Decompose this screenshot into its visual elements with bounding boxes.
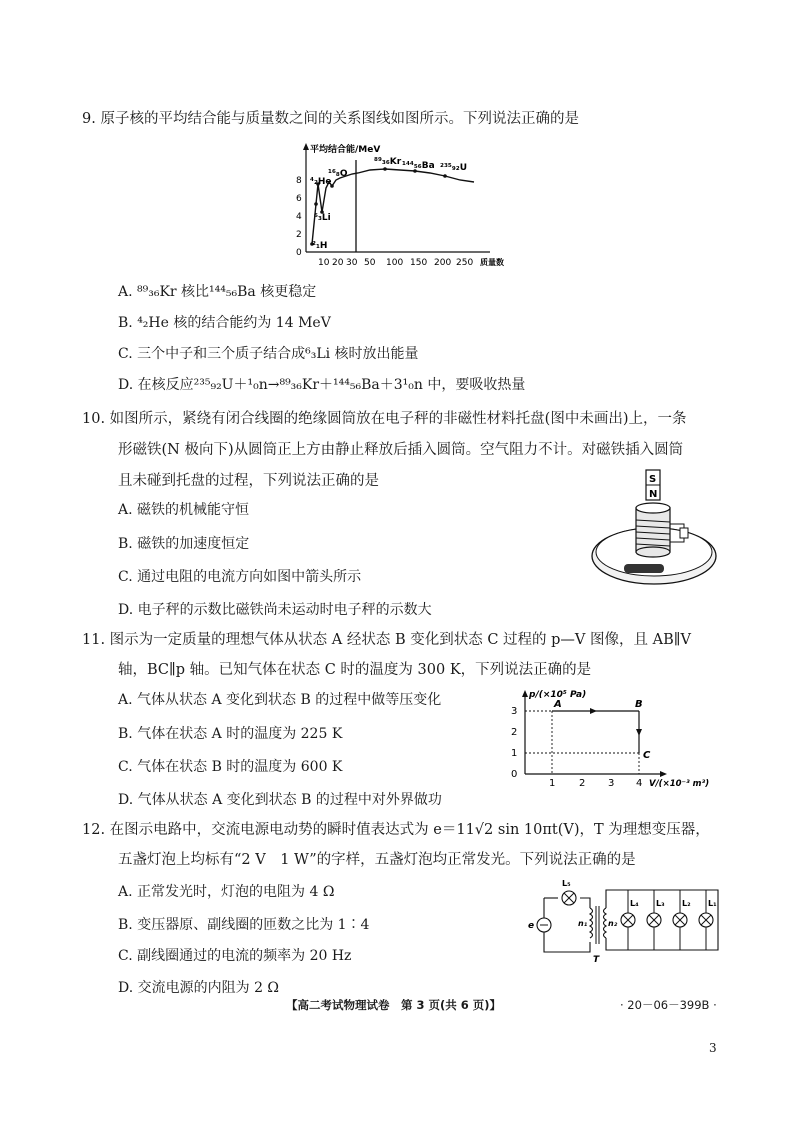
q12-lamp-l2: L₂ (682, 899, 691, 908)
q11-xtick: 4 (636, 778, 643, 789)
q11-xtick: 3 (608, 778, 615, 789)
q9-ytick: 2 (296, 230, 302, 240)
q12-circuit (522, 872, 724, 968)
q9-option-b: B. ⁴₂He 核的结合能约为 14 MeV (118, 315, 331, 331)
q11-stem-line-1: 11. 图示为一定质量的理想气体从状态 A 经状态 B 变化到状态 C 过程的 p—V 图像，且 AB∥V (82, 632, 691, 648)
q11-pv-chart (505, 686, 727, 789)
q9-label-u: ²³⁵₉₂U (440, 163, 468, 173)
footer-page-info: 【高二考试物理试卷 第 3 页(共 6 页)】 (286, 998, 502, 1012)
q11-xlabel: V/(×10⁻³ m³) (649, 779, 710, 789)
q12-option-c: C. 副线圈通过的电流的频率为 20 Hz (118, 948, 352, 964)
q9-ytick: 0 (296, 248, 302, 258)
q9-curve (312, 169, 474, 244)
q11-point-c: C (643, 750, 651, 761)
q12-lamp-l5: L₅ (562, 879, 571, 888)
page-number: 3 (709, 1041, 717, 1055)
footer-code: · 20－06－399B · (620, 998, 717, 1012)
q12-lamp-l1: L₁ (708, 899, 717, 908)
q9-xtick: 20 (332, 258, 344, 268)
q9-ylabel: 平均结合能/MeV (310, 145, 381, 155)
q12-source-e: e (528, 921, 535, 931)
q11-option-b: B. 气体在状态 A 时的温度为 225 K (118, 726, 343, 742)
q10-option-b: B. 磁铁的加速度恒定 (118, 536, 250, 552)
q12-lamp-l4: L₄ (630, 899, 639, 908)
q10-stem-line-3: 且未碰到托盘的过程，下列说法正确的是 (118, 473, 379, 489)
q10-stem-line-1: 10. 如图所示，紧绕有闭合线圈的绝缘圆筒放在电子秤的非磁性材料托盘(图中未画出)上，一条 (82, 411, 687, 427)
q12-n2: n₂ (608, 919, 618, 928)
q12-lamp-l3: L₃ (656, 899, 665, 908)
q11-xtick: 2 (579, 778, 586, 789)
q9-binding-energy-chart (290, 140, 504, 270)
q9-xlabel: 质量数 (480, 258, 504, 267)
q12-option-a: A. 正常发光时，灯泡的电阻为 4 Ω (118, 884, 335, 900)
q10-magnet-s: S (649, 474, 657, 485)
q9-label-o: ¹⁶₈O (328, 169, 348, 179)
q12-option-d: D. 交流电源的内阻为 2 Ω (118, 980, 280, 996)
q11-point-b: B (635, 699, 643, 710)
q10-option-a: A. 磁铁的机械能守恒 (118, 502, 250, 518)
q11-stem-line-2: 轴，BC∥p 轴。已知气体在状态 C 时的温度为 300 K，下列说法正确的是 (118, 662, 592, 678)
q11-ytick: 3 (511, 706, 518, 717)
q11-ytick: 2 (511, 727, 518, 738)
q9-xtick: 250 (456, 258, 474, 268)
q9-option-d: D. 在核反应²³⁵₉₂U＋¹₀n→⁸⁹₃₆Kr＋¹⁴⁴₅₆Ba＋3¹₀n 中，要吸收热量 (118, 377, 526, 393)
q12-stem-line-2: 五盏灯泡上均标有“2 V 1 W”的字样，五盏灯泡均正常发光。下列说法正确的是 (118, 852, 636, 868)
q12-n1: n₁ (578, 919, 588, 928)
q10-option-c: C. 通过电阻的电流方向如图中箭头所示 (118, 569, 362, 585)
q9-xtick: 150 (410, 258, 428, 268)
q9-option-c: C. 三个中子和三个质子结合成⁶₃Li 核时放出能量 (118, 346, 419, 362)
q9-ytick: 4 (296, 212, 302, 222)
q11-option-c: C. 气体在状态 B 时的温度为 600 K (118, 759, 343, 775)
q10-option-d: D. 电子秤的示数比磁铁尚未运动时电子秤的示数大 (118, 602, 432, 618)
q9-xtick: 200 (434, 258, 452, 268)
q10-scale-display (624, 564, 664, 573)
q11-option-a: A. 气体从状态 A 变化到状态 B 的过程中做等压变化 (118, 692, 442, 708)
q9-label-ba: ¹⁴⁴₅₆Ba (402, 161, 435, 171)
q10-magnet-n: N (649, 489, 658, 500)
q9-xtick: 10 (318, 258, 330, 268)
q9-label-li: ⁶₃Li (314, 213, 331, 223)
q9-ytick: 8 (296, 176, 302, 186)
q12-stem-line-1: 12. 在图示电路中，交流电源电动势的瞬时值表达式为 e＝11√2 sin 10πt(V)，T 为理想变压器， (82, 822, 710, 838)
q11-xtick: 1 (549, 778, 556, 789)
q9-ytick: 6 (296, 194, 302, 204)
q9-label-he: ⁴₂He (310, 177, 332, 187)
q9-xtick: 50 (364, 258, 376, 268)
q9-label-h: ²₁H (312, 241, 328, 251)
q11-ytick: 1 (511, 748, 518, 759)
q10-scale-figure (590, 468, 718, 586)
q10-stem-line-2: 形磁铁(N 极向下)从圆筒正上方由静止释放后插入圆筒。空气阻力不计。对磁铁插入圆筒 (118, 442, 684, 458)
q9-xtick: 100 (386, 258, 404, 268)
q9-xtick: 30 (346, 258, 358, 268)
q9-option-a: A. ⁸⁹₃₆Kr 核比¹⁴⁴₅₆Ba 核更稳定 (118, 284, 317, 300)
q12-option-b: B. 变压器原、副线圈的匝数之比为 1∶4 (118, 917, 370, 933)
q11-ytick: 0 (511, 769, 518, 780)
q11-point-a: A (554, 699, 562, 710)
q9-label-kr: ⁸⁹₃₆Kr (374, 157, 402, 167)
q11-option-d: D. 气体从状态 A 变化到状态 B 的过程中对外界做功 (118, 792, 442, 808)
q11-ylabel: p/(×10⁵ Pa) (529, 690, 587, 700)
q9-stem: 9. 原子核的平均结合能与质量数之间的关系图线如图所示。下列说法正确的是 (82, 111, 579, 127)
q12-transformer-t: T (593, 955, 600, 965)
